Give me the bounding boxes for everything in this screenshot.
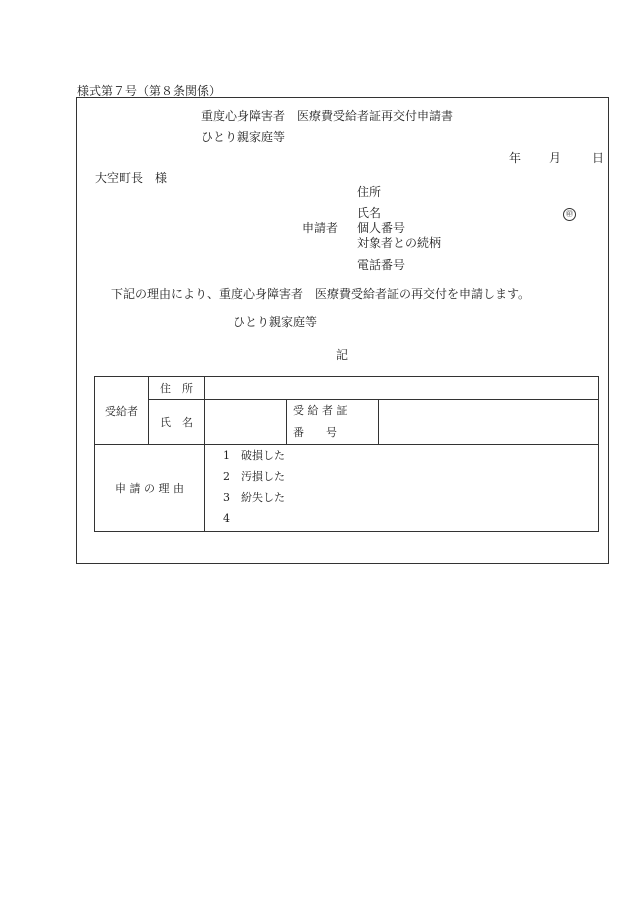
recipient-table	[94, 376, 599, 532]
cert-label-line1: 受 給 者 証	[293, 404, 348, 417]
addressee: 大空町長 様	[95, 171, 168, 185]
reason-text: 汚損した	[241, 470, 285, 483]
reason-item[interactable]	[221, 466, 598, 487]
date-month-label: 月	[549, 151, 562, 165]
relationship-label: 対象者との続柄	[357, 236, 442, 250]
form-title: 重度心身障害者 医療費受給者証再交付申請書	[201, 109, 454, 123]
ki-heading: 記	[336, 348, 349, 362]
seal-mark	[563, 206, 576, 221]
reason-number: 1	[223, 449, 230, 462]
reason-number: 4	[223, 512, 230, 525]
phone-label: 電話番号	[357, 258, 406, 272]
applicant-address-label: 住所	[357, 185, 382, 199]
cert-label-line2: 番 号	[293, 426, 337, 439]
name-label: 氏 名	[149, 400, 205, 445]
reason-list	[205, 445, 599, 532]
applicant-label: 申請者	[302, 221, 339, 235]
individual-number-label: 個人番号	[357, 221, 406, 235]
applicant-name-label: 氏名	[357, 206, 382, 220]
cert-number-label	[287, 400, 379, 445]
reason-label: 申 請 の 理 由	[95, 445, 205, 532]
reason-text: 破損した	[241, 449, 285, 462]
cert-number-field[interactable]	[379, 400, 599, 445]
date-day-label: 日	[592, 151, 605, 165]
reason-item[interactable]	[221, 487, 598, 508]
application-statement-alt: ひとり親家庭等	[233, 315, 318, 329]
reason-item[interactable]	[221, 445, 598, 466]
seal-icon: ㊞	[563, 208, 576, 221]
name-field[interactable]	[205, 400, 287, 445]
recipient-label: 受給者	[95, 377, 149, 445]
reason-number: 3	[223, 491, 230, 504]
form-number: 様式第７号（第８条関係）	[77, 84, 222, 98]
application-statement: 下記の理由により、重度心身障害者 医療費受給者証の再交付を申請します。	[111, 287, 531, 301]
address-label: 住 所	[149, 377, 205, 400]
reason-item[interactable]	[221, 508, 598, 529]
form-title-alt: ひとり親家庭等	[201, 130, 286, 144]
reason-text: 紛失した	[241, 491, 285, 504]
reason-number: 2	[223, 470, 230, 483]
address-field[interactable]	[205, 377, 599, 400]
date-year-label: 年	[509, 151, 522, 165]
